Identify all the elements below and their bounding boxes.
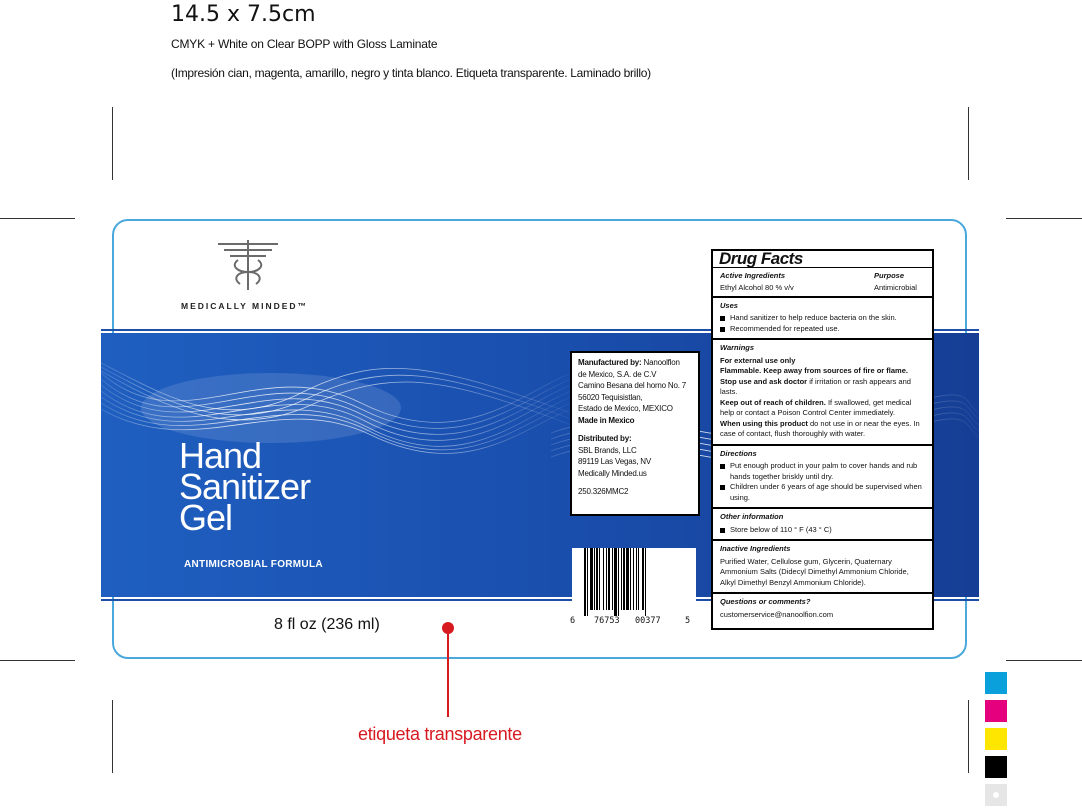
other-info-header: Other information bbox=[720, 512, 784, 521]
drug-facts-panel bbox=[711, 249, 934, 630]
crop-mark bbox=[0, 660, 75, 661]
warning-keep bbox=[720, 398, 926, 419]
distributor-line: Medically Minded.us bbox=[578, 468, 647, 478]
barcode-bar bbox=[590, 548, 593, 610]
barcode-digit: 76753 bbox=[594, 616, 620, 626]
barcode-bar bbox=[618, 548, 619, 616]
purpose-header: Purpose bbox=[874, 270, 905, 280]
white-swatch-dot bbox=[993, 792, 999, 798]
distributor-line: 89119 Las Vegas, NV bbox=[578, 457, 651, 466]
questions-section bbox=[713, 592, 932, 624]
manufacturer-name: Nanoolflon bbox=[643, 358, 680, 367]
warning-when bbox=[720, 419, 926, 440]
barcode-bar bbox=[606, 548, 607, 610]
warning-flammable: Flammable. Keep away from sources of fire or flame. bbox=[720, 366, 908, 375]
cyan-swatch bbox=[985, 672, 1007, 694]
uses-header: Uses bbox=[720, 300, 738, 310]
manufacturer-address: Camino Besana del horno No. 7 bbox=[578, 381, 687, 390]
barcode-digit: 6 bbox=[570, 616, 576, 626]
warning-stop-text: if irritation or rash appears and lasts. bbox=[720, 376, 911, 396]
magenta-swatch bbox=[985, 700, 1007, 722]
barcode-bar bbox=[587, 548, 588, 616]
warnings-header: Warnings bbox=[720, 343, 755, 352]
barcode-bar bbox=[645, 548, 646, 616]
uses-item: Recommended for repeated use. bbox=[720, 324, 926, 335]
other-info-section bbox=[713, 507, 932, 539]
uses-section bbox=[713, 296, 932, 339]
warning-stop-bold: Stop use and ask doctor bbox=[720, 376, 808, 386]
product-title-line: Sanitizer bbox=[179, 466, 311, 507]
barcode-bar bbox=[630, 548, 631, 610]
other-info-item: Store below of 110 ° F (43 ° C) bbox=[720, 525, 926, 536]
annotation-label: etiqueta transparente bbox=[358, 724, 522, 744]
product-title bbox=[179, 435, 311, 538]
active-ingredient: Ethyl Alcohol 80 % v/v bbox=[720, 283, 794, 292]
white-swatch bbox=[985, 784, 1007, 806]
distributed-label: Distributed by: bbox=[578, 434, 632, 443]
manufactured-label: Manufactured by: bbox=[578, 358, 642, 367]
barcode-bar bbox=[596, 548, 598, 610]
warning-keep-bold: Keep out of reach of children. bbox=[720, 397, 826, 407]
barcode-bar bbox=[626, 548, 629, 610]
barcode-bar bbox=[599, 548, 600, 610]
manufacturer-line bbox=[578, 357, 692, 369]
manufacturer-address: de Mexico, S.A. de C.V bbox=[578, 369, 657, 379]
barcode-digit: 00377 bbox=[635, 616, 661, 626]
manufacturer-address: 56020 Tequisistlan, bbox=[578, 392, 643, 402]
yellow-swatch bbox=[985, 728, 1007, 750]
caduceus-logo-icon bbox=[216, 238, 280, 293]
product-code: 250.326MMC2 bbox=[578, 487, 629, 496]
made-in: Made in Mexico bbox=[578, 415, 635, 425]
crop-mark bbox=[1006, 218, 1082, 219]
warning-external: For external use only bbox=[720, 355, 796, 365]
inactive-section bbox=[713, 539, 932, 592]
barcode-bar bbox=[614, 548, 617, 616]
uses-item: Hand sanitizer to help reduce bacteria on the skin. bbox=[720, 313, 926, 324]
directions-section bbox=[713, 444, 932, 508]
barcode-digit: 5 bbox=[685, 616, 691, 626]
barcode-bar bbox=[621, 548, 622, 610]
crop-mark bbox=[112, 107, 113, 180]
warning-keep-text: If swallowed, get medical help or contact a Poison Control Center immediately. bbox=[720, 397, 912, 417]
manufacturer-box bbox=[570, 351, 700, 516]
barcode-bar bbox=[584, 548, 586, 616]
crop-mark bbox=[0, 218, 75, 219]
crop-mark bbox=[1006, 660, 1082, 661]
contact-email: customerservice@nanoolfion.com bbox=[720, 609, 834, 619]
barcode-bar bbox=[636, 548, 637, 610]
directions-item: Children under 6 years of age should be supervised when using. bbox=[720, 482, 926, 503]
manufacturer-address: Estado de Mexico, MEXICO bbox=[578, 404, 673, 413]
drug-facts-title: Drug Facts bbox=[713, 251, 932, 268]
barcode-bar bbox=[612, 548, 613, 610]
product-title-line: Hand bbox=[179, 435, 262, 476]
directions-header: Directions bbox=[720, 448, 757, 458]
product-subtitle: ANTIMICROBIAL FORMULA bbox=[184, 559, 323, 570]
print-spec: CMYK + White on Clear BOPP with Gloss Laminate bbox=[171, 37, 438, 51]
product-title-line: Gel bbox=[179, 497, 233, 538]
purpose: Antimicrobial bbox=[874, 283, 917, 292]
barcode-bar bbox=[642, 548, 644, 610]
net-quantity: 8 fl oz (236 ml) bbox=[274, 616, 380, 633]
barcode-bar bbox=[638, 548, 639, 610]
label-size: 14.5 x 7.5cm bbox=[171, 2, 316, 27]
active-section bbox=[713, 268, 932, 296]
inactive-header: Inactive Ingredients bbox=[720, 544, 791, 553]
inactive-ingredients: Purified Water, Cellulose gum, Glycerin, Quaternary Ammonium Salts (Didecyl Dimethyl Ammonium Chloride, Alkyl Dimethyl Benzyl Ammonium Chloride). bbox=[720, 556, 909, 587]
print-spec-spanish: (Impresión cian, magenta, amarillo, negro y tinta blanco. Etiqueta transparente. Laminado brillo) bbox=[171, 66, 651, 80]
crop-mark bbox=[968, 700, 969, 773]
barcode bbox=[584, 548, 686, 616]
brand-name: MEDICALLY MINDED™ bbox=[181, 301, 309, 311]
barcode-bar bbox=[603, 548, 604, 610]
barcode-bar bbox=[608, 548, 610, 610]
barcode-bar bbox=[633, 548, 634, 610]
barcode-bar bbox=[623, 548, 625, 610]
crop-mark bbox=[968, 107, 969, 180]
active-header: Active Ingredients bbox=[720, 270, 786, 280]
warning-when-text: do not use in or near the eyes. In case of contact, flush thoroughly with water. bbox=[720, 418, 920, 438]
warning-when-bold: When using this product bbox=[720, 418, 808, 428]
warning-stop bbox=[720, 377, 926, 398]
questions-header: Questions or comments? bbox=[720, 597, 811, 606]
black-swatch bbox=[985, 756, 1007, 778]
warnings-section bbox=[713, 338, 932, 444]
distributor-line: SBL Brands, LLC bbox=[578, 445, 637, 455]
crop-mark bbox=[112, 700, 113, 773]
barcode-bar bbox=[594, 548, 595, 610]
directions-item: Put enough product in your palm to cover hands and rub hands together briskly until dry. bbox=[720, 461, 926, 482]
annotation-line bbox=[447, 632, 449, 717]
